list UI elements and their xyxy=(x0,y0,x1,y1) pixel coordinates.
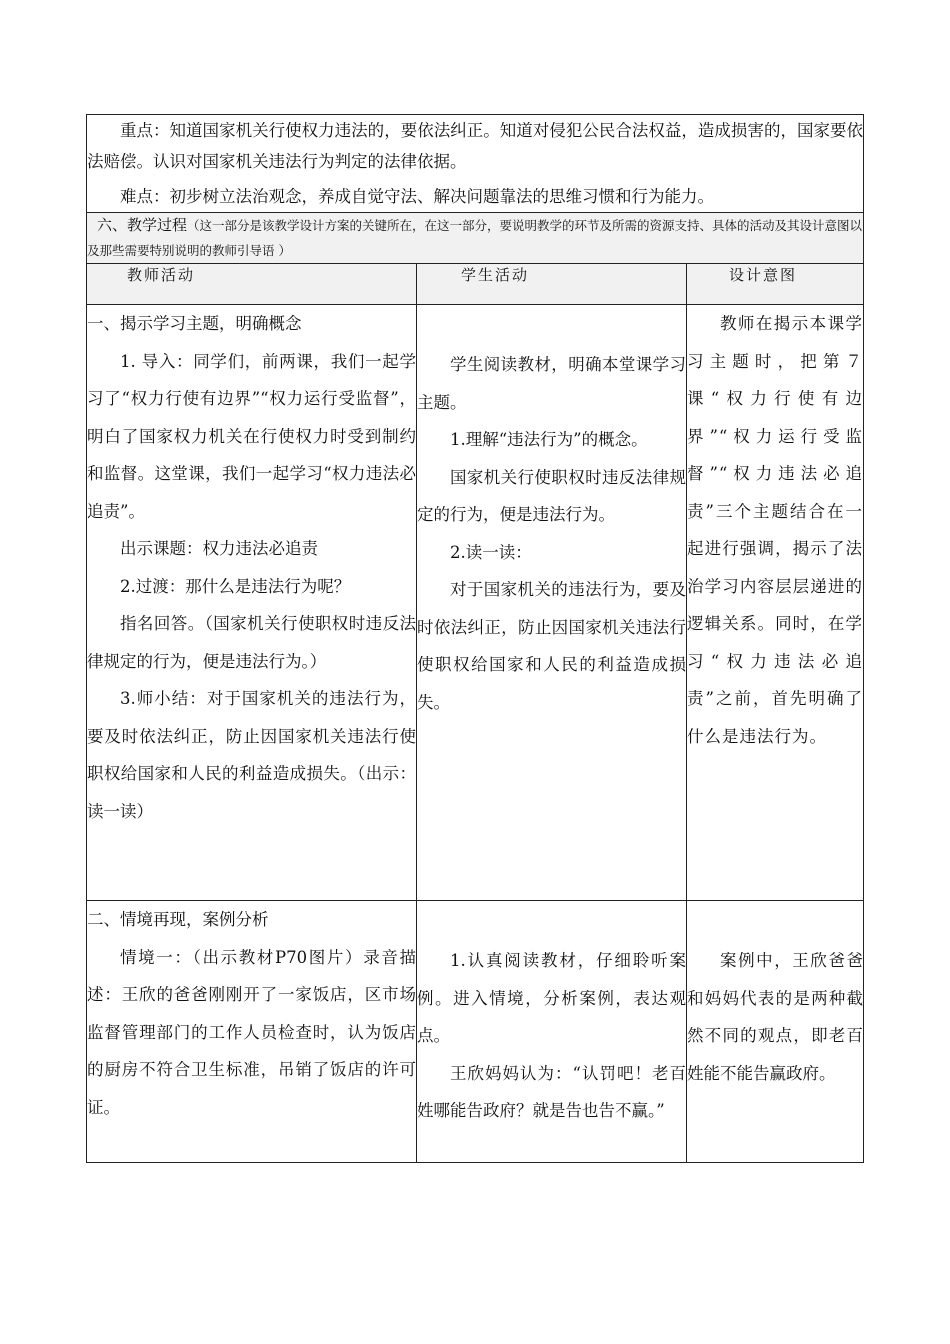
paragraph: 学生阅读教材，明确本堂课学习主题。 xyxy=(417,355,686,412)
teacher-activity-cell xyxy=(87,901,417,1163)
paragraph: 案例中，王欣爸爸和妈妈代表的是两种截然不同的观点，即老百姓能不能告赢政府。 xyxy=(687,951,864,1083)
teacher-activity-cell xyxy=(87,305,417,901)
student-activity-cell xyxy=(417,901,687,1163)
section-heading: 二、情境再现，案例分析 xyxy=(87,910,269,929)
section6-note: （这一部分是该教学设计方案的关键所在，在这一部分，要说明教学的环节及所需的资源支持、具体的活动及其设计意图以及那些需要特别说明的教师引导语 ） xyxy=(87,218,863,258)
section6-title: 六、教学过程 xyxy=(97,216,188,234)
lesson-plan-table xyxy=(86,114,864,1163)
paragraph: 1. 导入：同学们，前两课，我们一起学习了“权力行使有边界”“权力运行受监督”，明白了国家权力机关在行使权力时受到制约和监督。这堂课，我们一起学习“权力违法必追责”。 xyxy=(87,351,416,521)
design-intent-cell xyxy=(687,305,864,901)
difficult-point-text: 难点：初步树立法治观念，养成自觉守法、解决问题靠法的思维习惯和行为能力。 xyxy=(120,187,714,206)
student-activity-cell xyxy=(417,305,687,901)
section6-header xyxy=(87,213,864,264)
design-intent-cell xyxy=(687,901,864,1163)
column-header-teacher: 教师活动 xyxy=(87,264,417,305)
paragraph: 对于国家机关的违法行为，要及时依法纠正，防止因国家机关违法行使职权给国家和人民的利益造成损失。 xyxy=(417,580,686,712)
paragraph: 情境一：（出示教材P70图片）录音描述：王欣的爸爸刚刚开了一家饭店，区市场监督管理部门的工作人员检查时，认为饭店的厨房不符合卫生标准，吊销了饭店的许可证。 xyxy=(87,947,416,1117)
section6-row xyxy=(87,213,864,264)
document xyxy=(86,114,864,1163)
paragraph: 3.师小结：对于国家机关的违法行为，要及时依法纠正，防止因国家机关违法行使职权给国家和人民的利益造成损失。（出示：读一读） xyxy=(87,689,416,821)
key-point-text: 重点：知道国家机关行使权力违法的，要依法纠正。知道对侵犯公民合法权益，造成损害的，国家要依法赔偿。认识对国家机关违法行为判定的法律依据。 xyxy=(87,121,864,171)
paragraph: 王欣妈妈认为：“认罚吧！老百姓哪能告政府？就是告也告不赢。” xyxy=(417,1063,686,1120)
paragraph: 国家机关行使职权时违反法律规定的行为，便是违法行为。 xyxy=(417,467,686,524)
paragraph: 1.理解“违法行为”的概念。 xyxy=(450,430,648,449)
focus-cell xyxy=(87,115,864,213)
paragraph: 1.认真阅读教材，仔细聆听案例。进入情境，分析案例，表达观点。 xyxy=(417,951,686,1045)
paragraph: 2.读一读： xyxy=(450,542,532,562)
column-header-student: 学生活动 xyxy=(417,264,687,305)
focus-row xyxy=(87,115,864,213)
column-header-row xyxy=(87,264,864,305)
table-row xyxy=(87,901,864,1163)
paragraph: 出示课题：权力违法必追责 xyxy=(120,539,318,558)
paragraph: 指名回答。（国家机关行使职权时违反法律规定的行为，便是违法行为。） xyxy=(87,614,416,671)
paragraph: 2.过渡：那什么是违法行为呢？ xyxy=(120,576,351,596)
paragraph: 教师在揭示本课学习主题时，把第７课“权力行使有边界”“权力运行受监督”“权力违法必追责”三个主题结合在一起进行强调，揭示了法治学习内容层层递进的逻辑关系。同时，在学习“权力违法必追责”之前，首先明确了什么是违法行为。 xyxy=(687,314,864,746)
table-row xyxy=(87,305,864,901)
section-heading: 一、揭示学习主题，明确概念 xyxy=(87,314,302,333)
column-header-intent: 设计意图 xyxy=(687,264,864,305)
